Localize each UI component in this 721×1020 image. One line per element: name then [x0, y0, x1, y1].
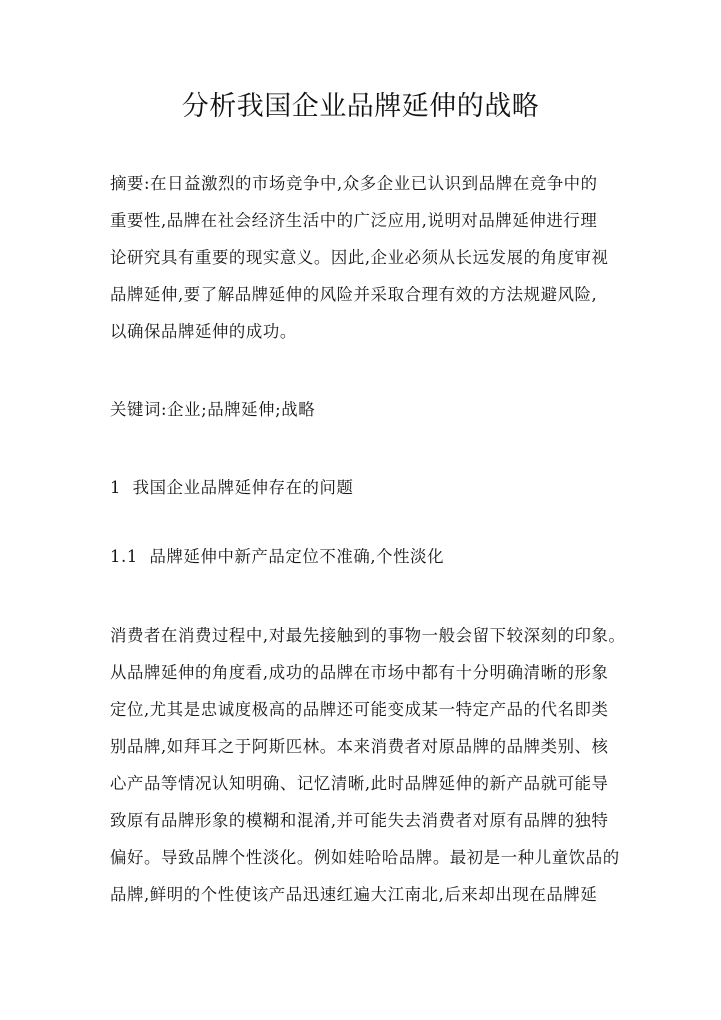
- body-line: 致原有品牌形象的模糊和混淆,并可能失去消费者对原有品牌的独特: [110, 811, 609, 830]
- body-line: 心产品等情况认知明确、记忆清晰,此时品牌延伸的新产品就可能导: [110, 774, 609, 793]
- abstract-line: 摘要:在日益激烈的市场竞争中,众多企业已认识到品牌在竞争中的: [110, 174, 598, 193]
- body-line: 消费者在消费过程中,对最先接触到的事物一般会留下较深刻的印象。: [110, 626, 626, 645]
- subsection-heading: 1.1 品牌延伸中新产品定位不准确,个性淡化: [110, 547, 445, 566]
- document-title: 分析我国企业品牌延伸的战略: [181, 91, 540, 122]
- section-heading: 1 我国企业品牌延伸存在的问题: [110, 478, 354, 497]
- keywords: 关键词:企业;品牌延伸;战略: [110, 400, 316, 419]
- body-line: 从品牌延伸的角度看,成功的品牌在市场中都有十分明确清晰的形象: [110, 663, 609, 682]
- body-line: 偏好。导致品牌个性淡化。例如娃哈哈品牌。最初是一种儿童饮品的: [110, 848, 620, 867]
- abstract-line: 品牌延伸,要了解品牌延伸的风险并采取合理有效的方法规避风险,: [110, 285, 598, 304]
- abstract-line: 重要性,品牌在社会经济生活中的广泛应用,说明对品牌延伸进行理: [110, 211, 598, 230]
- body-line: 品牌,鲜明的个性使该产品迅速红遍大江南北,后来却出现在品牌延: [110, 885, 598, 904]
- abstract-line: 以确保品牌延伸的成功。: [110, 322, 297, 341]
- body-line: 定位,尤其是忠诚度极高的品牌还可能变成某一特定产品的代名即类: [110, 700, 609, 719]
- body-line: 别品牌,如拜耳之于阿斯匹林。本来消费者对原品牌的品牌类别、核: [110, 737, 609, 756]
- abstract-line: 论研究具有重要的现实意义。因此,企业必须从长远发展的角度审视: [110, 248, 609, 267]
